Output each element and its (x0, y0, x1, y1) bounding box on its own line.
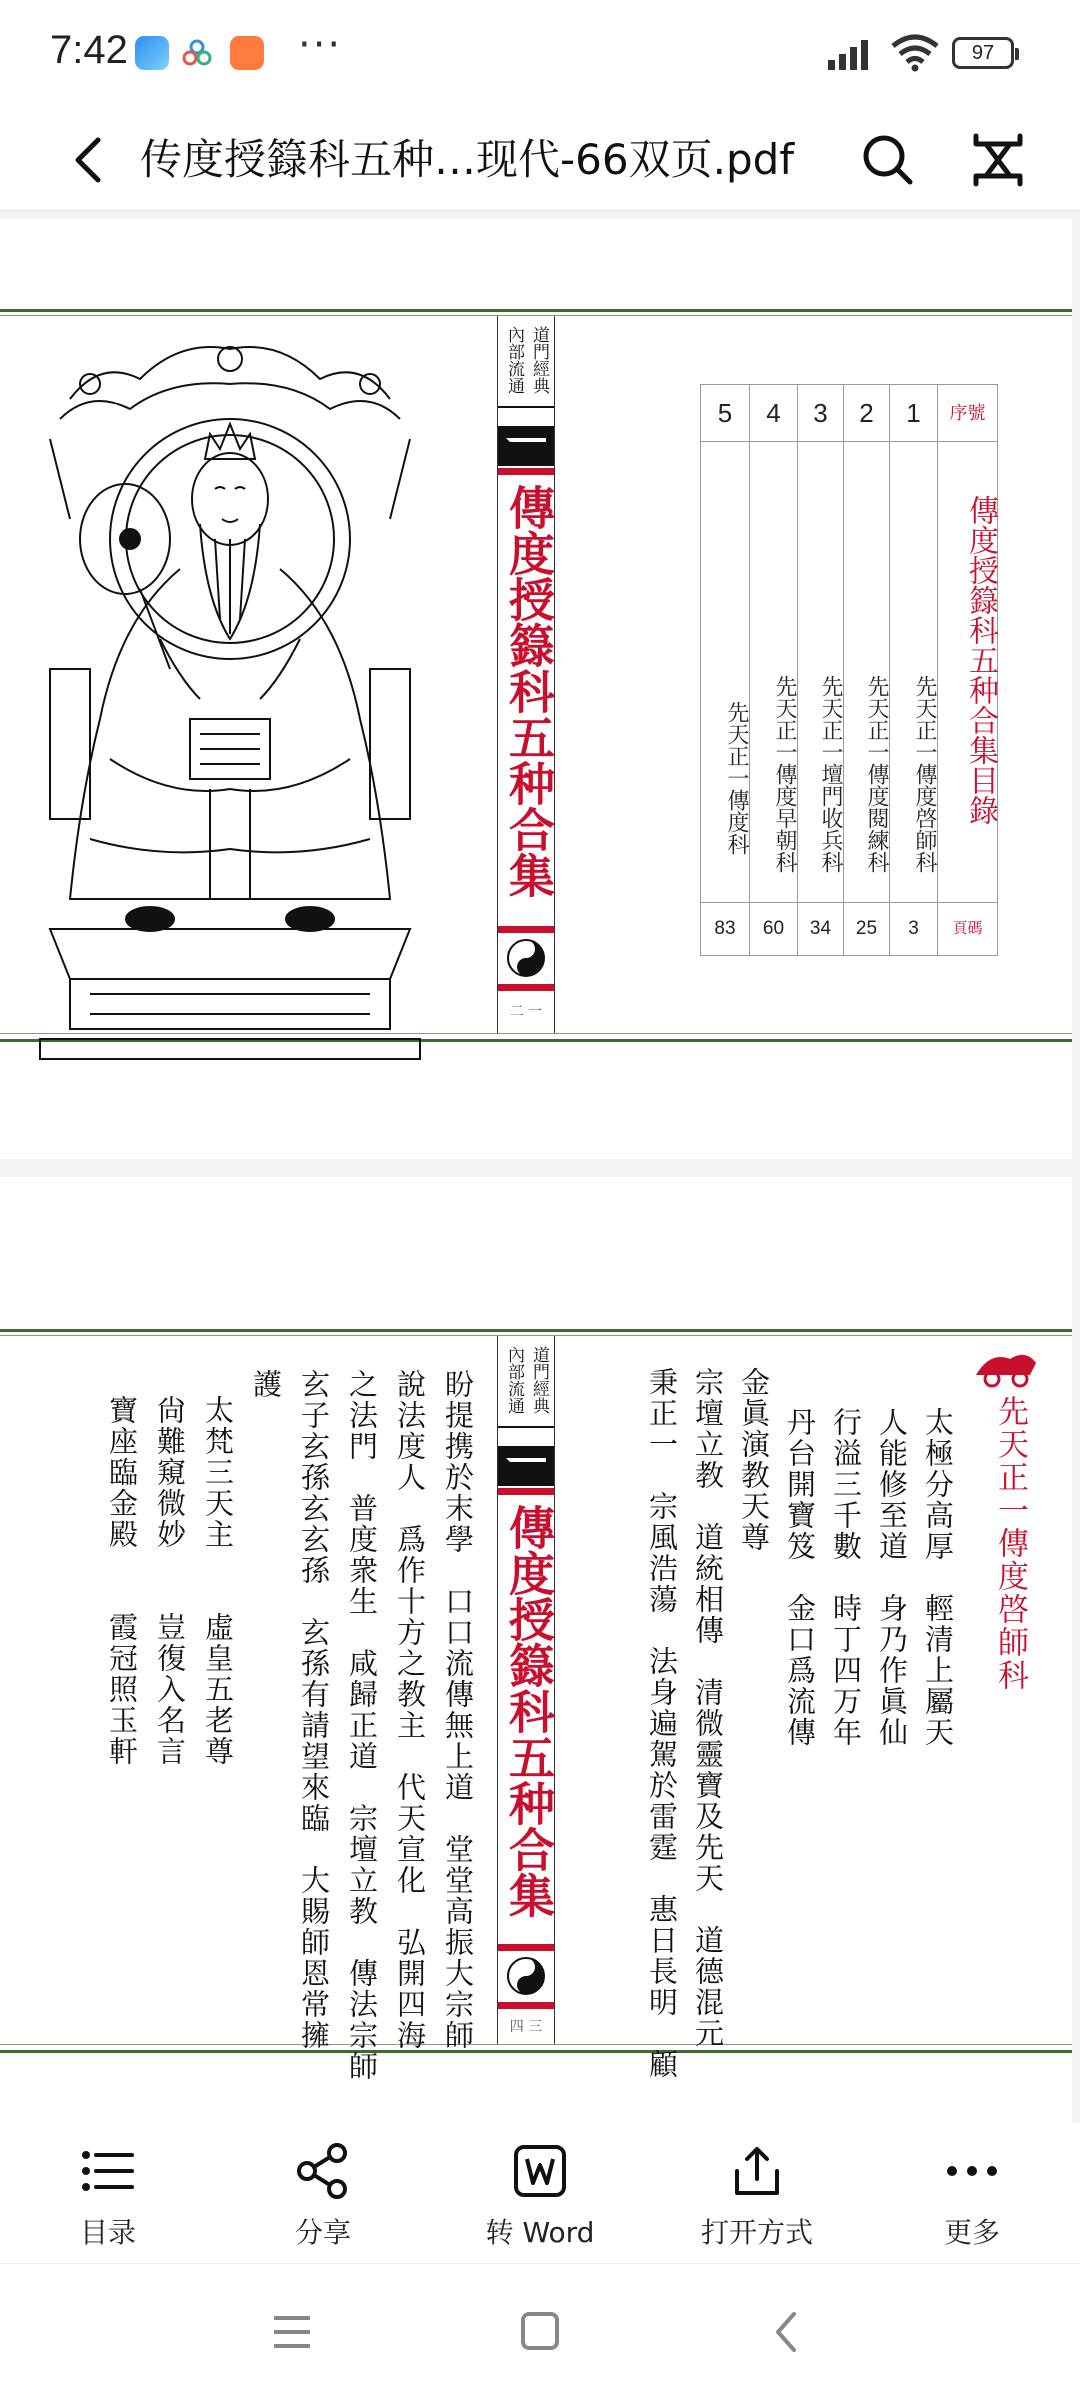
spine-red-bar (498, 1488, 554, 1495)
more-button[interactable] (897, 2133, 1047, 2253)
share-icon (293, 2141, 353, 2201)
more-notifications-icon: ··· (298, 22, 343, 68)
scripture-column: 人能修至道 身乃作眞仙 (875, 1407, 909, 1748)
spine-page-marks: 四 三 (509, 2019, 543, 2035)
list-icon (78, 2141, 138, 2201)
pdf-toolbar (0, 110, 1080, 211)
back-nav-icon[interactable] (758, 2304, 818, 2360)
menu-nav-icon[interactable] (262, 2304, 322, 2360)
deity-illustration (30, 339, 430, 1069)
expand-icon[interactable] (966, 128, 1030, 192)
toc-row[interactable] (889, 385, 937, 955)
toc-row-title: 先天正一傳度科 (724, 701, 749, 855)
toc-header-num: 序號 (938, 385, 997, 442)
scripture-column: 盼提携於末學 口口流傳無上道 堂堂高振大宗師 (441, 1369, 475, 2051)
document-title: 传度授籙科五种…现代-66双页.pdf (140, 135, 795, 184)
convert-word-label: 转 Word (485, 2216, 595, 2249)
search-icon[interactable] (856, 128, 920, 192)
toc-heading: 傳度授籙科五种合集目錄 (963, 495, 998, 825)
scripture-text-page-3 (640, 1367, 960, 2080)
toc-button[interactable] (33, 2133, 183, 2253)
toc-row[interactable] (797, 385, 843, 955)
status-time: 7:42 (50, 28, 128, 72)
spine-label-internal: 內部流通 (504, 1346, 524, 1414)
scripture-column: 丹台開寶笈 金口爲流傳 (783, 1407, 817, 1748)
toc-button-label: 目录 (79, 2216, 136, 2249)
bottom-action-bar (0, 2123, 1080, 2263)
scripture-text-page-4 (30, 1355, 480, 2082)
scripture-title: 先天正一傳度啓師科 (992, 1395, 1028, 1692)
toc-row-number: 1 (890, 385, 937, 442)
toc-row-title: 先天正一傳度閱練科 (864, 675, 889, 873)
scripture-column: 太極分高厚 輕清上屬天 (921, 1407, 955, 1748)
spine-red-bar (498, 2002, 554, 2009)
toc-header-page: 頁碼 (938, 902, 997, 955)
scripture-column: 金眞演教天尊 (737, 1367, 771, 1553)
toc-header-column (937, 385, 997, 955)
back-icon[interactable] (60, 128, 120, 192)
toc-row[interactable] (843, 385, 889, 955)
share-button[interactable] (248, 2133, 398, 2253)
wifi-icon (890, 34, 940, 72)
word-icon (510, 2141, 570, 2201)
spine-title: 傳度授籙科五种合集 (502, 1504, 556, 1918)
chariot-ornament-icon (970, 1345, 1042, 1389)
pdf-page-1-2 (0, 219, 1072, 1159)
toc-row-page: 83 (701, 902, 749, 955)
toc-row-page: 3 (890, 902, 937, 955)
spine-band (498, 426, 554, 466)
toc-row-page: 25 (844, 902, 889, 955)
toc-row[interactable] (701, 385, 749, 955)
open-with-icon (727, 2141, 787, 2201)
yinyang-icon (506, 1956, 546, 1996)
more-icon (942, 2141, 1002, 2201)
battery-indicator: 97 (952, 37, 1014, 69)
more-button-label: 更多 (943, 2216, 1000, 2249)
petal-app-icon (180, 36, 214, 70)
open-with-label: 打开方式 (700, 2216, 813, 2249)
spine-red-bar (498, 984, 554, 991)
convert-word-button[interactable] (465, 2133, 615, 2253)
spine-label-internal: 內部流通 (504, 326, 524, 394)
cloud-app-icon (135, 36, 169, 70)
spine-page-marks: 二 一 (509, 1004, 543, 1020)
scripture-column: 之法門 普度衆生 咸歸正道 宗壇立教 傳法宗師 (345, 1369, 379, 2082)
spine-label-classics: 道門經典 (529, 1346, 549, 1414)
toc-row-title: 先天正一壇門收兵科 (818, 675, 843, 873)
spine-title: 傳度授籙科五种合集 (502, 484, 556, 898)
spine-red-bar (498, 468, 554, 475)
scripture-column: 行溢三千數 時丁四万年 (829, 1407, 863, 1748)
scripture-column: 玄子玄孫玄玄孫 玄孫有請望來臨 大賜師恩常擁 (297, 1369, 331, 2051)
spine-header (498, 1336, 554, 1428)
spine-header (498, 316, 554, 408)
toc-row-number: 3 (798, 385, 843, 442)
taobao-app-icon (230, 36, 264, 70)
yinyang-icon (506, 938, 546, 978)
page-rule-top (0, 1329, 1072, 1332)
cell-signal-icon (826, 36, 880, 70)
toc-row-page: 34 (798, 902, 843, 955)
toc-row-page: 60 (750, 902, 797, 955)
scripture-column: 宗壇立教 道統相傳 清微靈寶及先天 道德混元 (691, 1367, 725, 2049)
spine-label-classics: 道門經典 (529, 326, 549, 394)
page-rule-top (0, 309, 1072, 312)
spine-band (498, 1446, 554, 1486)
toc-row-number: 4 (750, 385, 797, 442)
open-with-button[interactable] (682, 2133, 832, 2253)
pdf-page-3-4 (0, 1177, 1072, 2123)
spine-page-1 (497, 316, 555, 1033)
scripture-column: 尙難窺微妙 豈復入名言 (153, 1395, 187, 1767)
toc-table (700, 384, 998, 956)
spine-red-bar (498, 1944, 554, 1951)
spine-page-2 (497, 1336, 555, 2044)
spine-red-bar (498, 926, 554, 933)
scripture-column: 秉正一 宗風浩蕩 法身遍駕於雷霆 惠日長明 顧 (645, 1367, 679, 2080)
toc-row-title: 先天正一傳度啓師科 (912, 675, 937, 873)
home-nav-icon[interactable] (510, 2304, 570, 2360)
pdf-viewer[interactable] (0, 211, 1080, 2123)
status-bar (0, 0, 1080, 110)
toc-row-title: 先天正一傳度早朝科 (772, 675, 797, 873)
toc-row[interactable] (749, 385, 797, 955)
scripture-column: 寶座臨金殿 霞冠照玉軒 (105, 1395, 139, 1767)
system-nav-bar (0, 2263, 1080, 2401)
scripture-column: 太梵三天主 虛皇五老尊 (201, 1395, 235, 1767)
share-button-label: 分享 (294, 2216, 351, 2249)
scripture-column: 說法度人 爲作十方之教主 代天宣化 弘開四海 (393, 1369, 427, 2051)
scripture-column: 護 (249, 1369, 283, 1400)
toc-row-number: 2 (844, 385, 889, 442)
toc-row-number: 5 (701, 385, 749, 442)
